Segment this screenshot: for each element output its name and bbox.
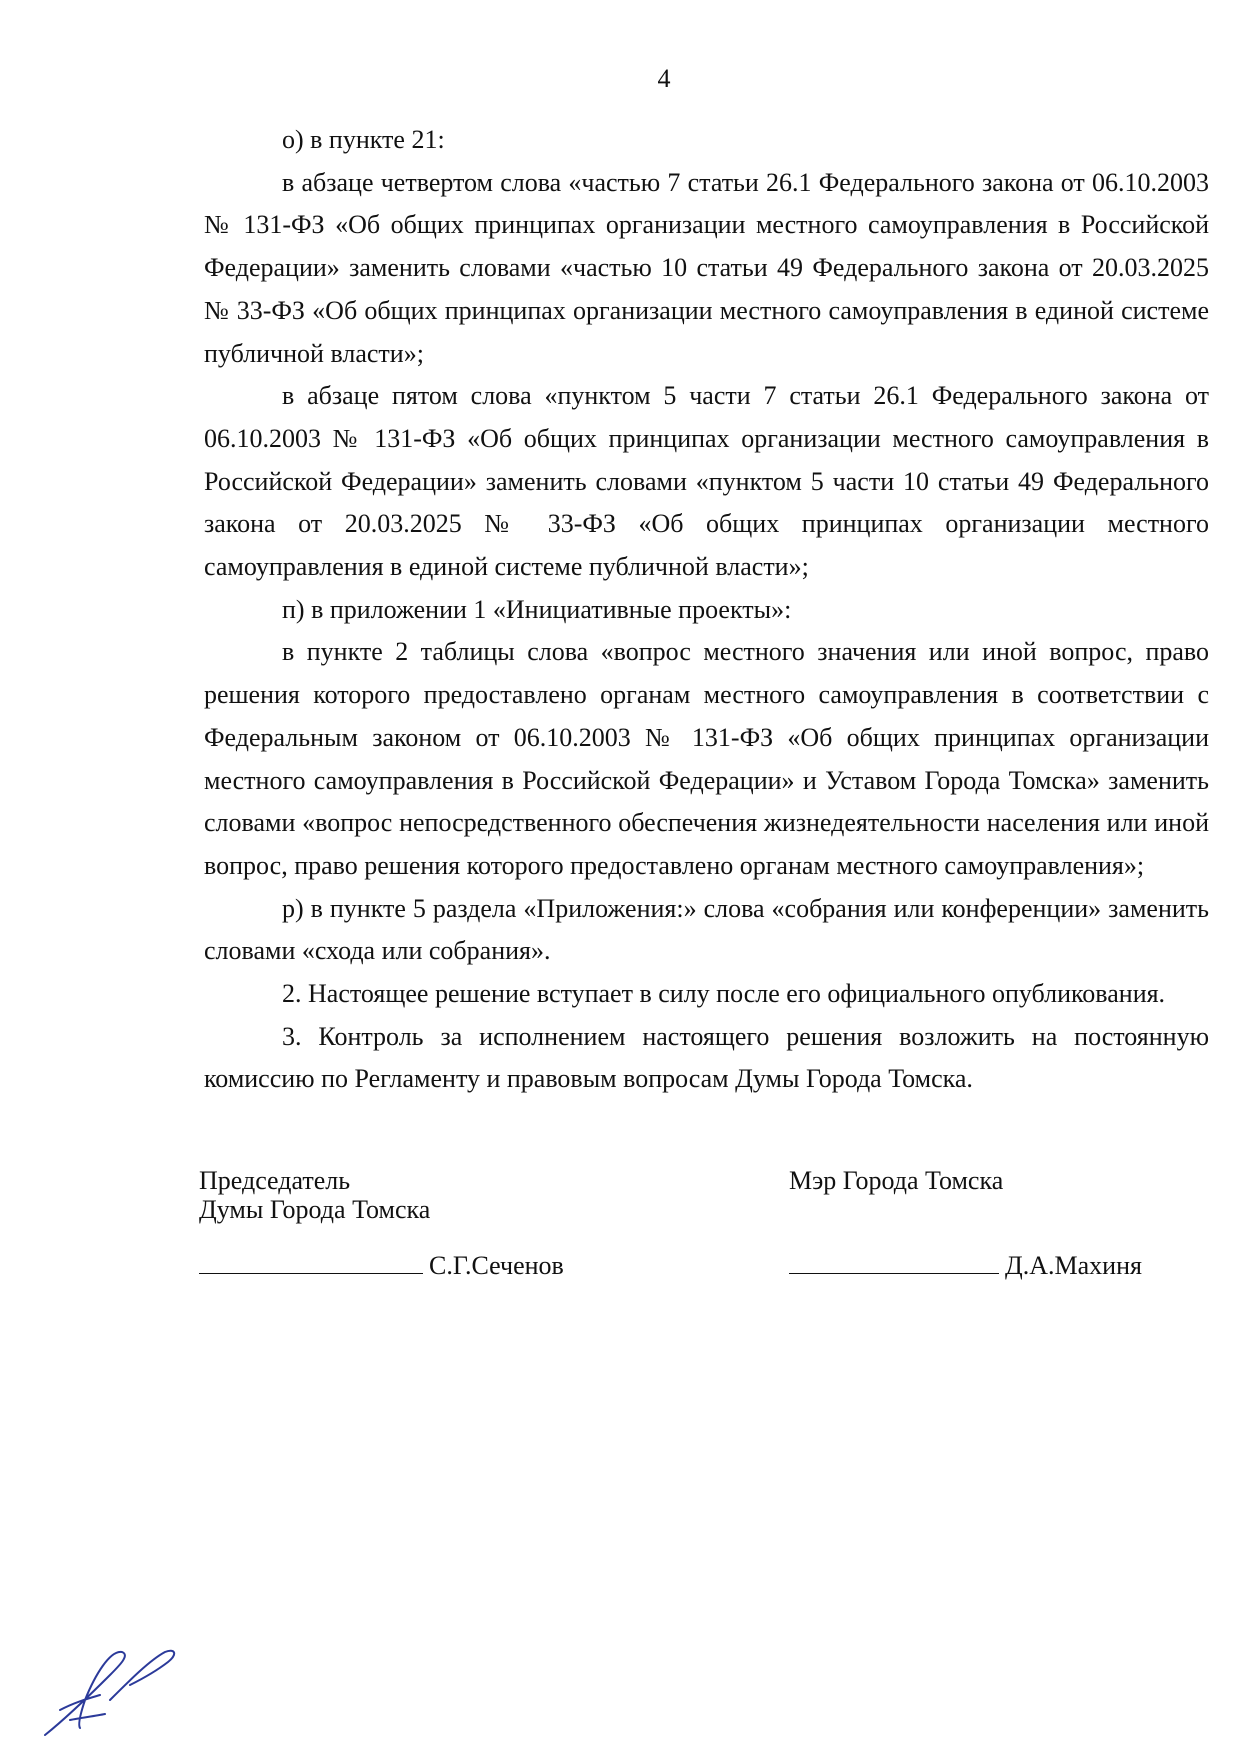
signature-right-title <box>789 1166 1003 1195</box>
paragraph-abzats-5: в абзаце пятом слова «пунктом 5 части 7 статьи 26.1 Федерального закона от 06.10.2003 № 131-ФЗ «Об общих принципах организации местного самоуправления в Российской Федерации» заменить словами «пунктом 5 части 10 статьи 49 Федерального закона от 20.03.2025 № 33-ФЗ «Об общих принципах организации местного самоуправления в единой системе публичной власти»; <box>204 381 1209 582</box>
signature-left-line <box>199 1251 564 1280</box>
paragraph-item-p: п) в приложении 1 «Инициативные проекты»: <box>282 594 792 624</box>
paragraph-clause-3: 3. Контроль за исполнением настоящего решения возложить на постоянную комиссию по Регламенту и правовым вопросам Думы Города Томска. <box>204 1021 1209 1094</box>
mayor-title: Мэр Города Томска <box>789 1166 1004 1195</box>
paragraph-item-o: о) в пункте 21: <box>282 125 445 154</box>
signature-right-line <box>789 1251 1142 1280</box>
document-body <box>204 119 1209 1101</box>
signature-underline <box>199 1255 423 1274</box>
paragraph-clause-2: 2. Настоящее решение вступает в силу после его официального опубликования. <box>282 979 1166 1009</box>
signature-left-title <box>199 1166 430 1224</box>
duma-title: Думы Города Томска <box>199 1195 431 1224</box>
page-number: 4 <box>657 64 671 93</box>
paragraph-table-point-2: в пункте 2 таблицы слова «вопрос местного значения или иной вопрос, право решения которого предоставлено органам местного самоуправления в соответствии с Федеральным законом от 06.10.2003 № 131-ФЗ «Об общих принципах организации местного самоуправления в Российской Федерации» и Уставом Города Томска» заменить словами «вопрос непосредственного обеспечения жизнедеятельности населения или иной вопрос, право решения которого предоставлено органам местного самоуправления»; <box>204 637 1209 880</box>
paragraph-item-r: р) в пункте 5 раздела «Приложения:» слова «собрания или конференции» заменить словами «схода или собрания». <box>204 893 1209 966</box>
paragraph-abzats-4: в абзаце четвертом слова «частью 7 статьи 26.1 Федерального закона от 06.10.2003 № 131-ФЗ «Об общих принципах организации местного самоуправления в Российской Федерации» заменить словами «частью 10 статьи 49 Федерального закона от 20.03.2025 № 33-ФЗ «Об общих принципах организации местного самоуправления в единой системе публичной власти»; <box>204 167 1209 368</box>
signature-underline <box>789 1255 999 1274</box>
chairman-name: С.Г.Сеченов <box>429 1251 564 1280</box>
mayor-name: Д.А.Махиня <box>1005 1251 1142 1280</box>
initials-signature-icon <box>40 1640 200 1740</box>
chairman-title: Председатель <box>199 1166 351 1195</box>
